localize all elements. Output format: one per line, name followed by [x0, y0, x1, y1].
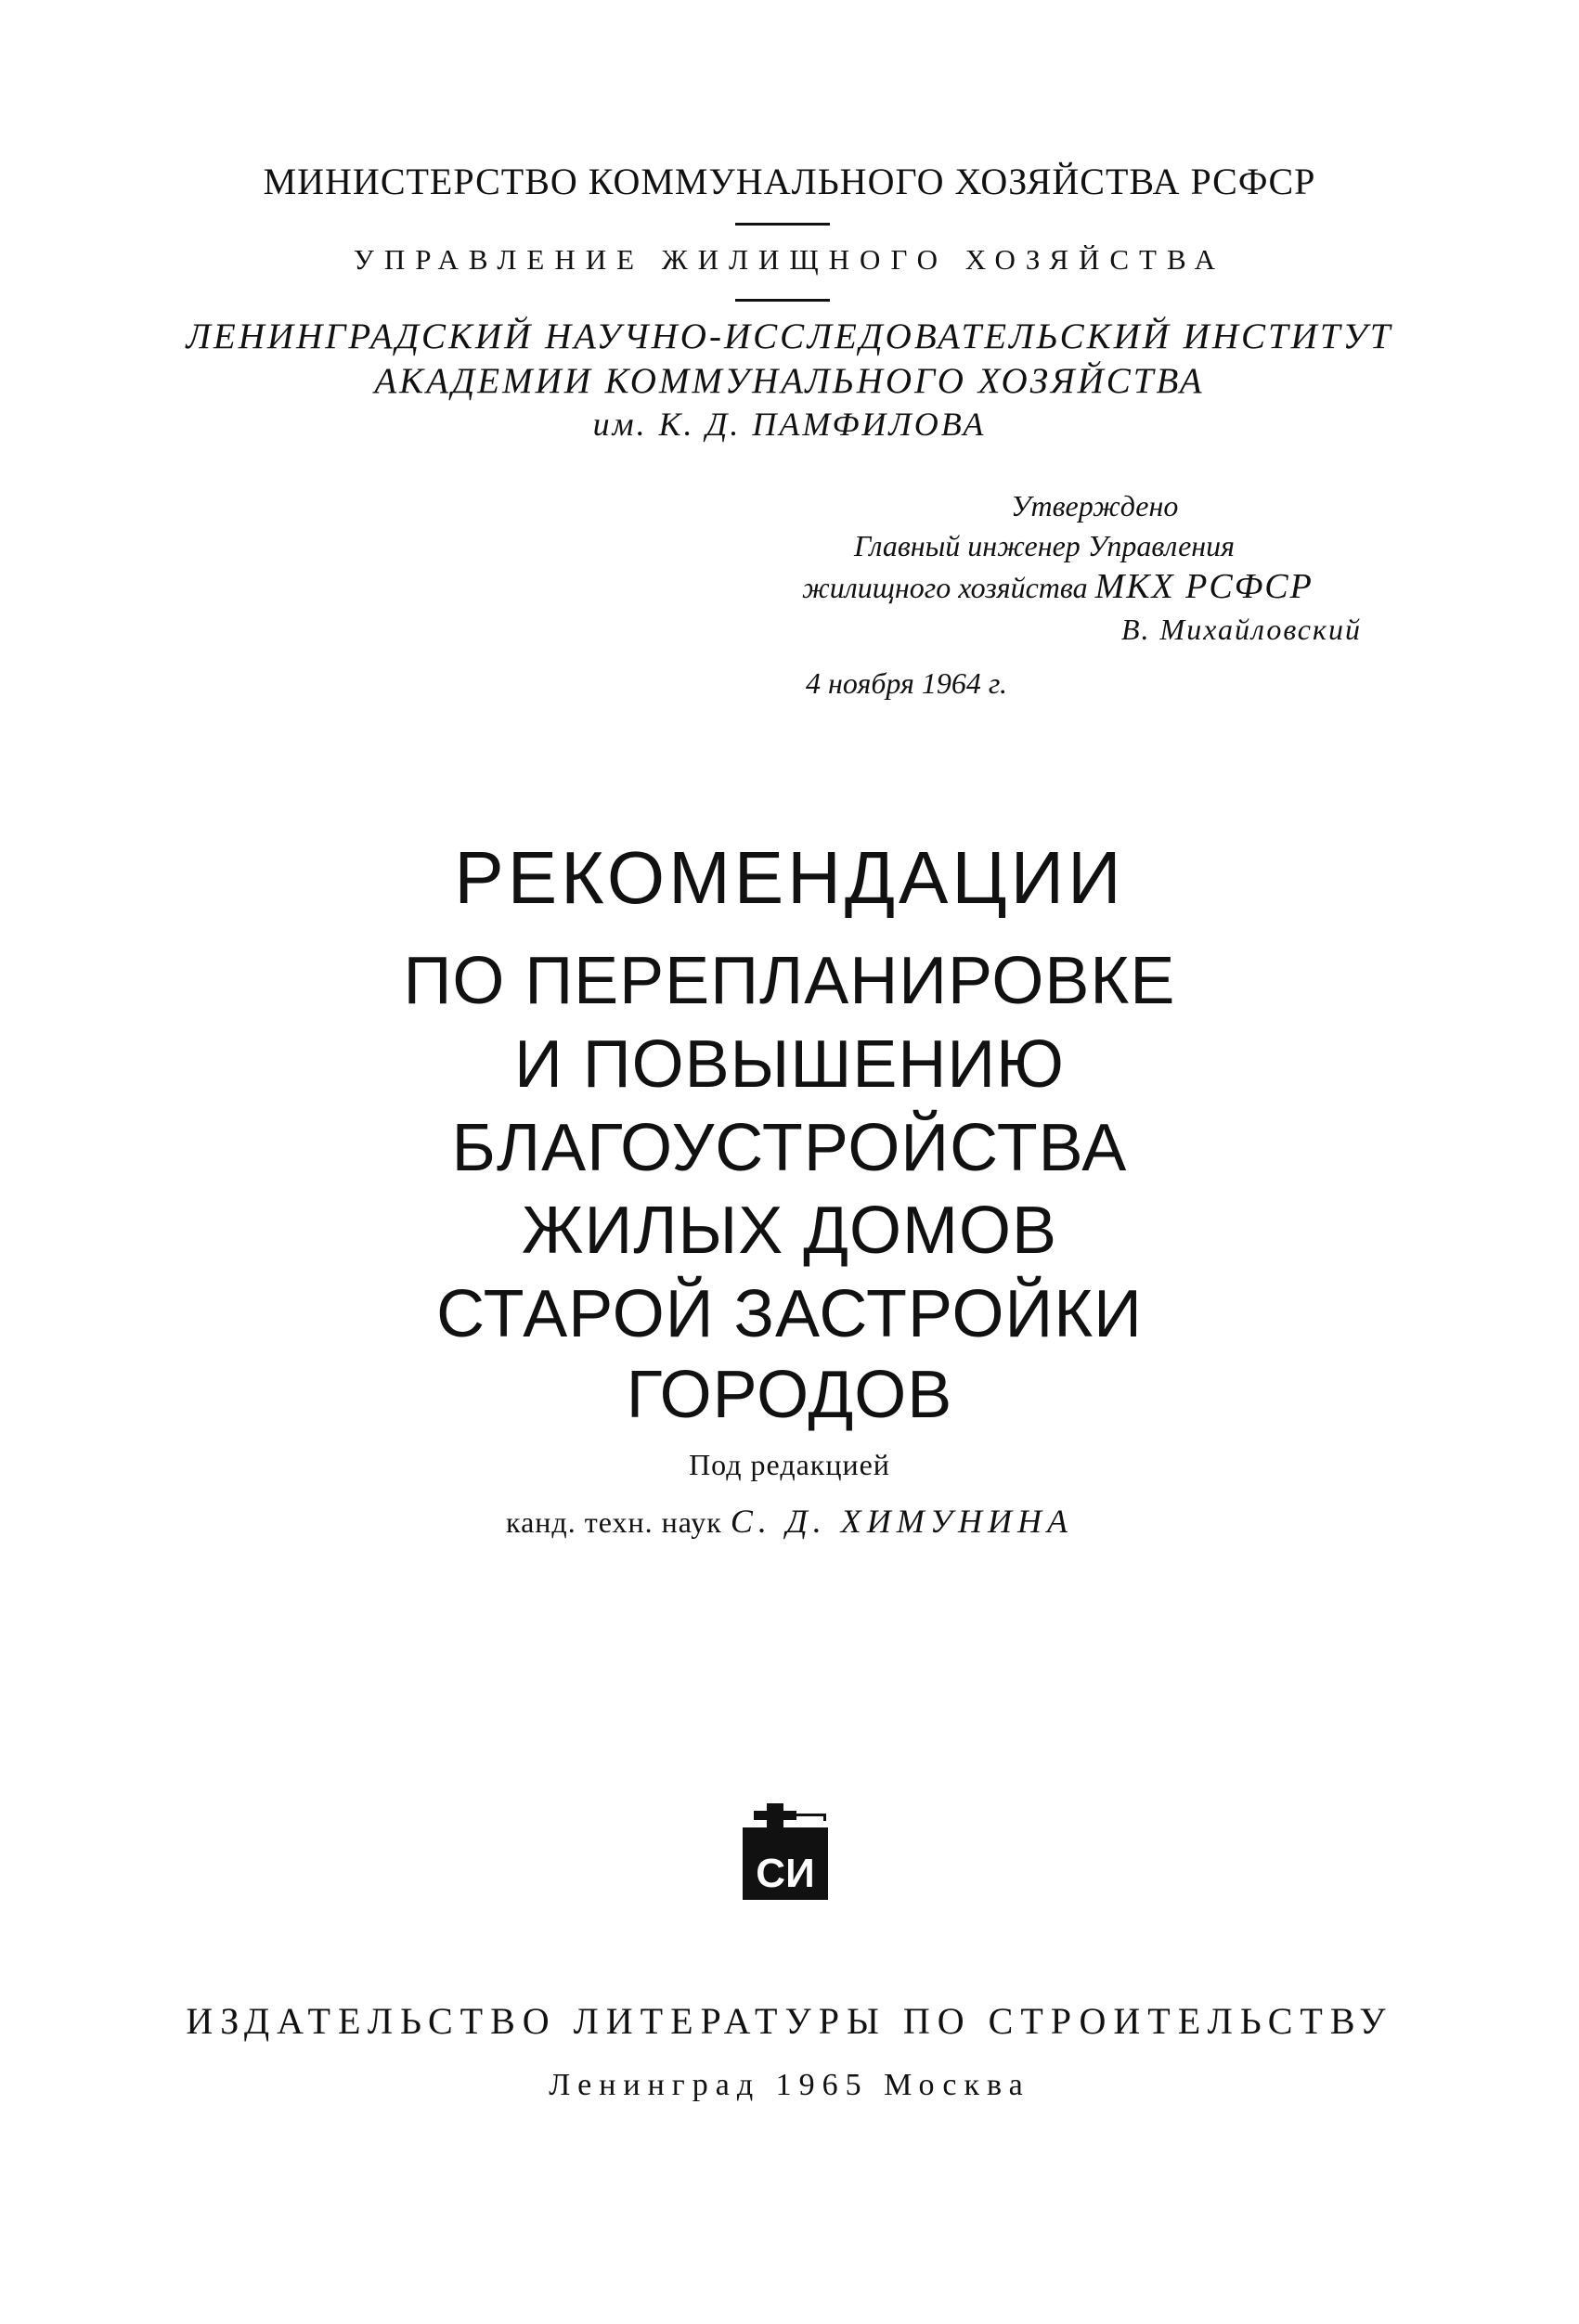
- divider-rule: [735, 223, 830, 226]
- book-title-line: И ПОВЫШЕНИЮ: [514, 1027, 1065, 1102]
- publisher-logo-icon: [730, 1800, 841, 1911]
- publisher-name: ИЗДАТЕЛЬСТВО ЛИТЕРАТУРЫ ПО СТРОИТЕЛЬСТВУ: [186, 2000, 1393, 2042]
- editor-credit: [0, 1502, 1579, 1541]
- institute-line-2: АКАДЕМИИ КОММУНАЛЬНОГО ХОЗЯЙСТВА: [374, 361, 1205, 401]
- approval-label: Утверждено: [1011, 489, 1179, 523]
- book-title-line: ПО ПЕРЕПЛАНИРОВКЕ: [403, 944, 1176, 1018]
- institute-line-3: им. К. Д. ПАМФИЛОВА: [592, 406, 987, 443]
- editor-degree: канд. техн. наук: [506, 1505, 722, 1539]
- approval-position-dept: жилищного хозяйства: [802, 571, 1088, 604]
- book-title-line: СТАРОЙ ЗАСТРОЙКИ: [436, 1277, 1143, 1351]
- approval-signatory: В. Михайловский: [1121, 613, 1362, 646]
- publication-place-year: Ленинград 1965 Москва: [549, 2068, 1030, 2102]
- approval-position-line-2: [802, 566, 1314, 607]
- book-title-main: РЕКОМЕНДАЦИИ: [454, 836, 1125, 919]
- approval-date: 4 ноября 1964 г.: [806, 666, 1007, 700]
- divider-rule: [735, 299, 830, 302]
- department-heading: УПРАВЛЕНИЕ ЖИЛИЩНОГО ХОЗЯЙСТВА: [353, 243, 1226, 276]
- book-title-line: БЛАГОУСТРОЙСТВА: [451, 1111, 1128, 1185]
- approval-position-line-1: Главный инженер Управления: [854, 529, 1236, 562]
- editor-name: С. Д. ХИМУНИНА: [730, 1503, 1073, 1540]
- editor-label: Под редакцией: [689, 1448, 890, 1481]
- book-title-line: ГОРОДОВ: [626, 1358, 953, 1432]
- approval-position-org: МКХ РСФСР: [1094, 567, 1314, 606]
- logo-text: СИ: [756, 1851, 815, 1896]
- book-title-line: ЖИЛЫХ ДОМОВ: [521, 1194, 1057, 1268]
- institute-line-1: ЛЕНИНГРАДСКИЙ НАУЧНО-ИССЛЕДОВАТЕЛЬСКИЙ ИНСТИТУТ: [186, 316, 1393, 356]
- ministry-heading: МИНИСТЕРСТВО КОММУНАЛЬНОГО ХОЗЯЙСТВА РСФСР: [263, 161, 1316, 202]
